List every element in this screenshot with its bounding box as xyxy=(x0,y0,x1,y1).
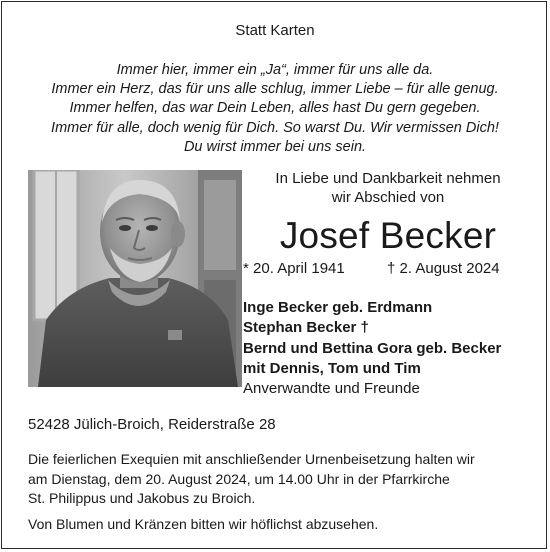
death-date: † 2. August 2024 xyxy=(387,260,500,277)
service-line: St. Philippus und Jakobus zu Broich. xyxy=(28,490,256,506)
service-line: Die feierlichen Exequien mit anschließender Urnenbeisetzung halten wir xyxy=(28,451,475,467)
poem-line: Immer ein Herz, das für uns alle schlug, immer Liebe – für alle genug. xyxy=(51,81,499,98)
poem-line: Immer helfen, das war Dein Leben, alles hast Du gern gegeben. xyxy=(69,100,481,117)
mourner-line: Inge Becker geb. Erdmann xyxy=(243,299,433,316)
poem-line: Du wirst immer bei uns sein. xyxy=(183,138,367,155)
header-statt-karten: Statt Karten xyxy=(235,22,315,39)
portrait-photo xyxy=(28,170,242,387)
memorial-poem xyxy=(0,61,550,157)
mourner-relatives: Anverwandte und Freunde xyxy=(243,380,420,398)
funeral-service-info xyxy=(28,450,528,509)
mourner-line: mit Dennis, Tom und Tim xyxy=(243,359,421,377)
mourners-list xyxy=(243,298,533,399)
intro-line: wir Abschied von xyxy=(331,189,445,206)
poem-line: Immer hier, immer ein „Ja“, immer für uns alle da. xyxy=(116,62,434,78)
service-line: am Dienstag, dem 20. August 2024, um 14.00 Uhr in der Pfarrkirche xyxy=(28,470,450,487)
farewell-intro xyxy=(253,169,523,207)
deceased-name: Josef Becker xyxy=(279,215,497,256)
portrait-photo-illustration xyxy=(28,170,242,387)
poem-line: Immer für alle, doch wenig für Dich. So warst Du. Wir vermissen Dich! xyxy=(51,119,499,136)
mourner-line: Bernd und Bettina Gora geb. Becker xyxy=(243,339,502,357)
flowers-request: Von Blumen und Kränzen bitten wir höflichst abzusehen. xyxy=(28,516,379,532)
family-address: 52428 Jülich-Broich, Reiderstraße 28 xyxy=(28,416,276,433)
mourner-line: Stephan Becker † xyxy=(243,319,369,337)
intro-line: In Liebe und Dankbarkeit nehmen xyxy=(275,170,501,187)
birth-date: * 20. April 1941 xyxy=(243,260,345,277)
